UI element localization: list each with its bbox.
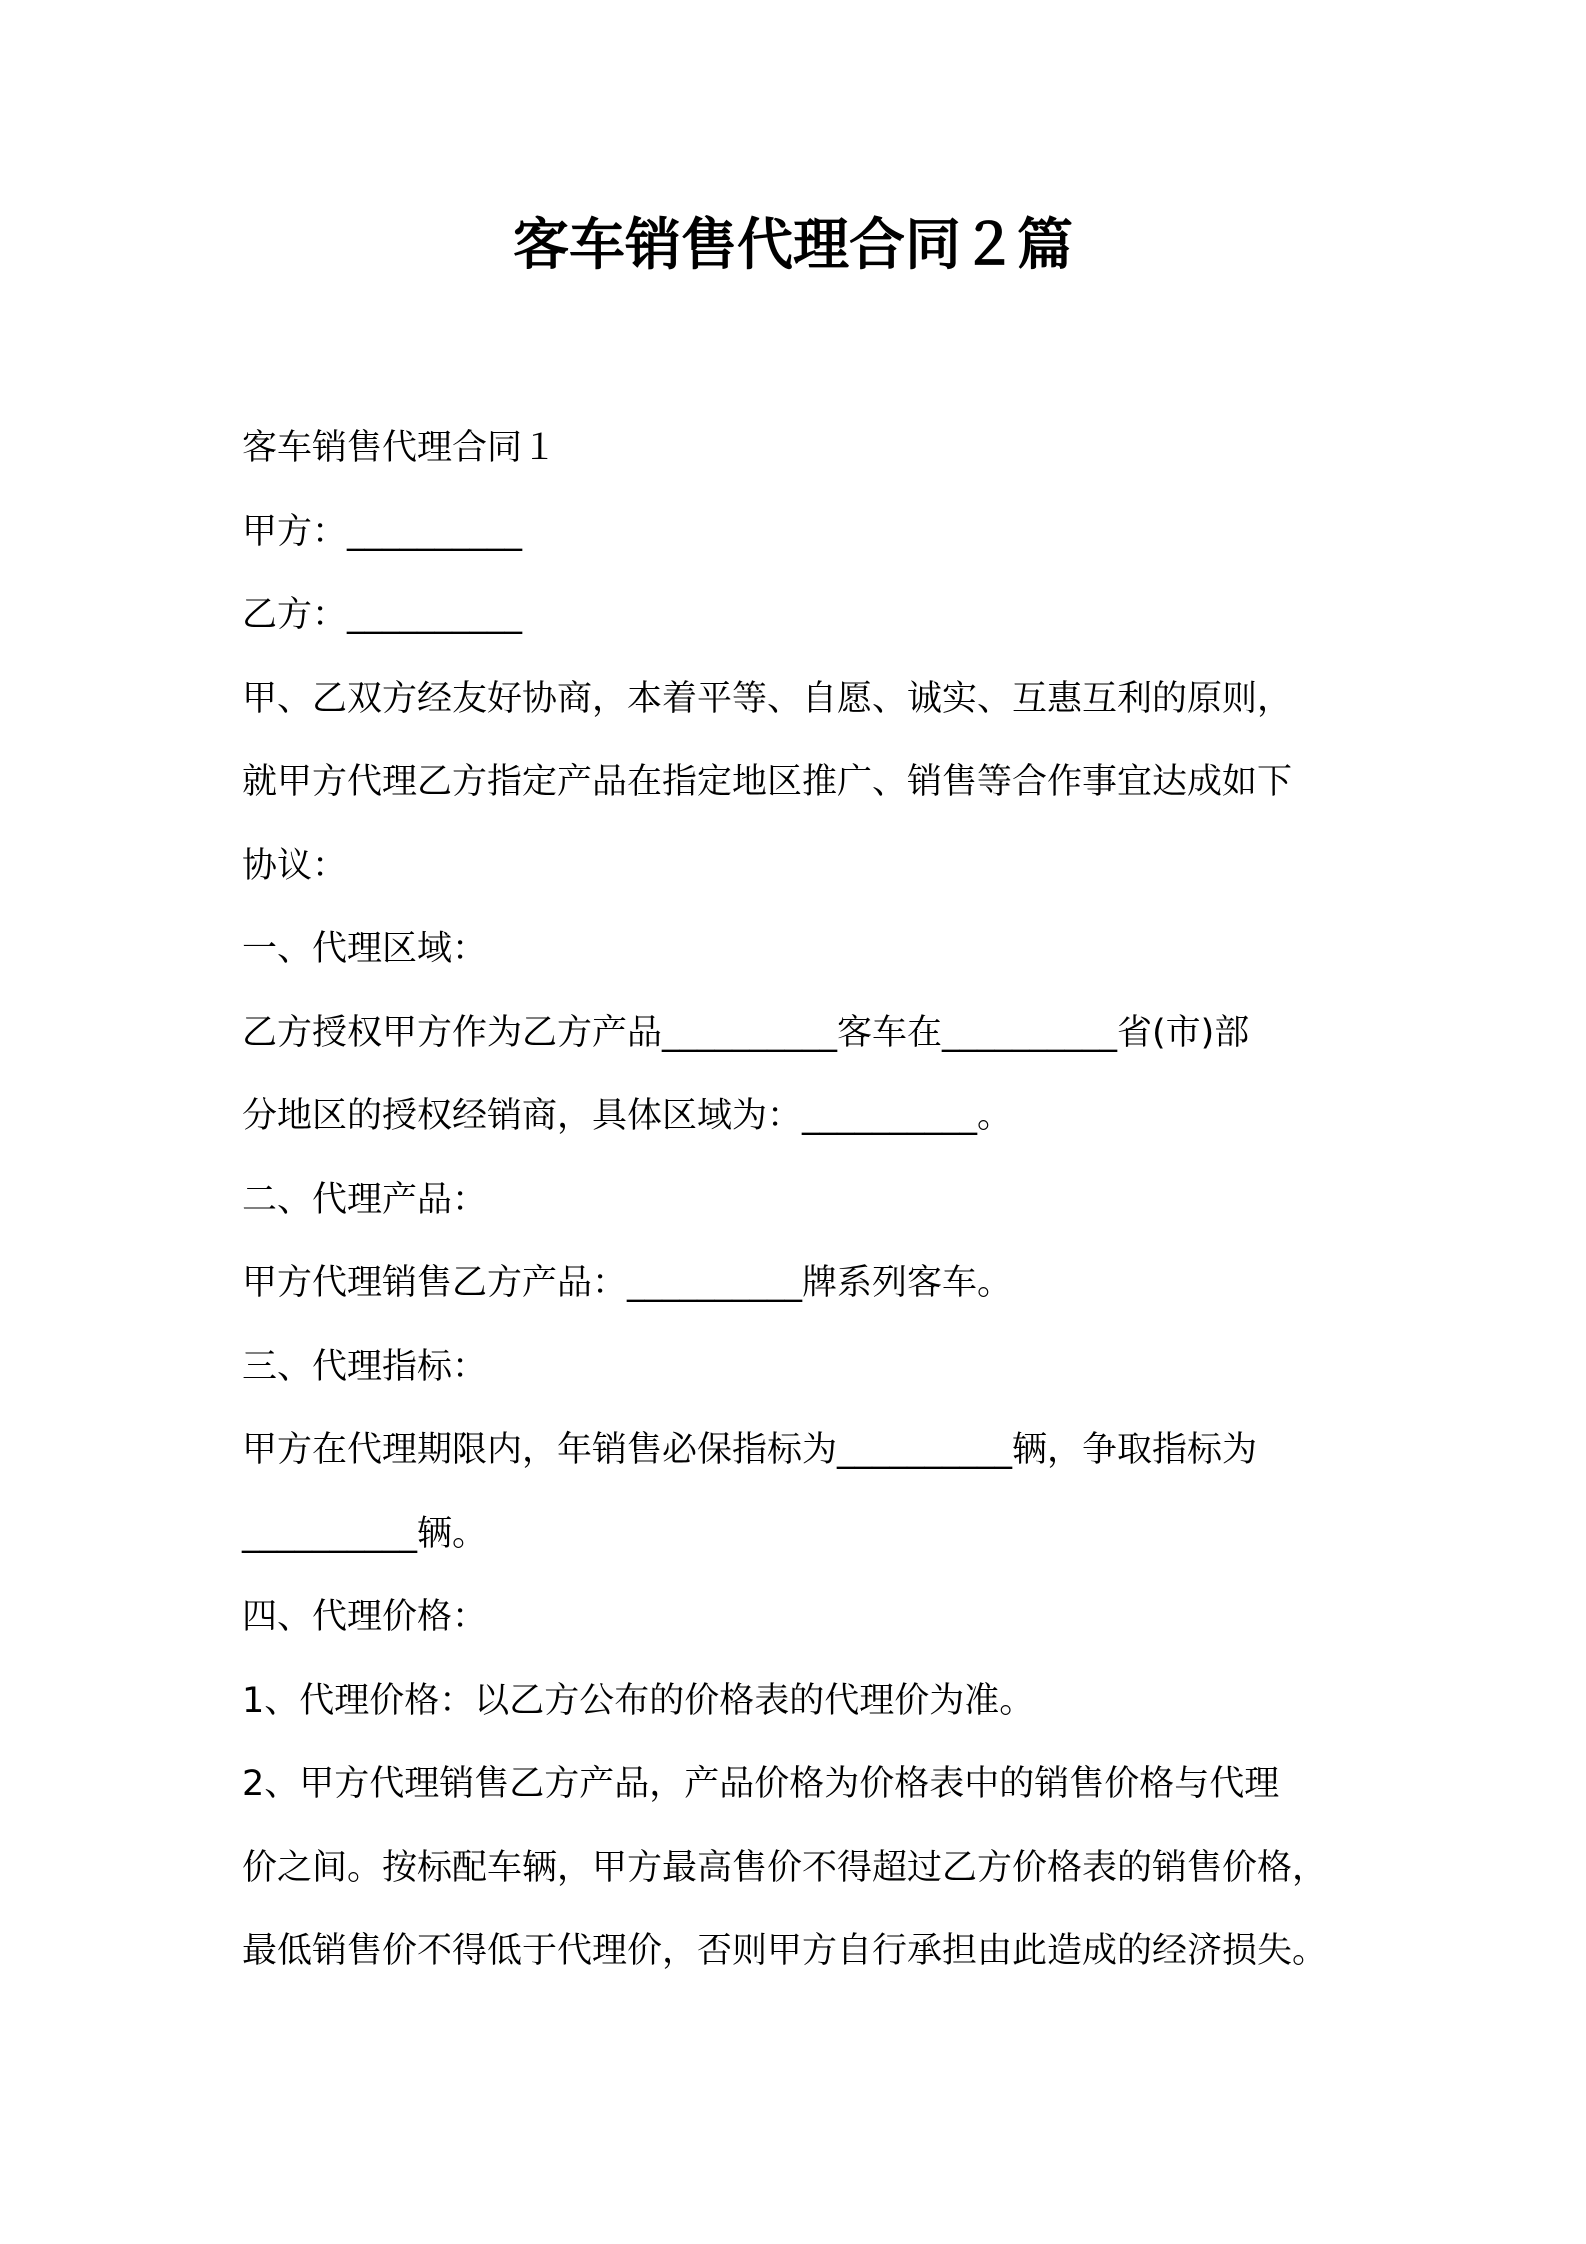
clause-line: 1、代理价格：以乙方公布的价格表的代理价为准。 bbox=[242, 1680, 1035, 1721]
paragraph-line: 分地区的授权经销商，具体区域为：__________。 bbox=[242, 1096, 1013, 1136]
paragraph-line: 甲方在代理期限内，年销售必保指标为__________辆，争取指标为 bbox=[242, 1430, 1258, 1470]
section-heading: 一、代理区域： bbox=[242, 929, 488, 969]
party-a-line: 甲方：__________ bbox=[242, 511, 523, 552]
party-b-line: 乙方：__________ bbox=[242, 595, 523, 635]
clause-line: 最低销售价不得低于代理价，否则甲方自行承担由此造成的经济损失。 bbox=[242, 1931, 1328, 1971]
paragraph-line: 乙方授权甲方作为乙方产品__________客车在__________省(市)部 bbox=[242, 1012, 1250, 1053]
preamble-line: 就甲方代理乙方指定产品在指定地区推广、销售等合作事宜达成如下 bbox=[242, 762, 1293, 802]
document-body bbox=[242, 407, 1382, 1994]
section-heading: 四、代理价格： bbox=[242, 1597, 488, 1637]
paragraph-line: __________辆。 bbox=[242, 1513, 488, 1554]
document-title: 客车销售代理合同２篇 bbox=[513, 213, 1073, 278]
preamble-line: 甲、乙双方经友好协商，本着平等、自愿、诚实、互惠互利的原则， bbox=[242, 678, 1293, 719]
contract-subtitle: 客车销售代理合同１ bbox=[242, 428, 558, 468]
clause-line: 价之间。按标配车辆，甲方最高售价不得超过乙方价格表的销售价格， bbox=[242, 1847, 1328, 1888]
preamble-line: 协议： bbox=[242, 845, 348, 886]
clause-line: 2、甲方代理销售乙方产品，产品价格为价格表中的销售价格与代理 bbox=[242, 1764, 1280, 1804]
section-heading: 三、代理指标： bbox=[242, 1346, 488, 1387]
section-heading: 二、代理产品： bbox=[242, 1179, 488, 1220]
paragraph-line: 甲方代理销售乙方产品：__________牌系列客车。 bbox=[242, 1263, 1013, 1303]
